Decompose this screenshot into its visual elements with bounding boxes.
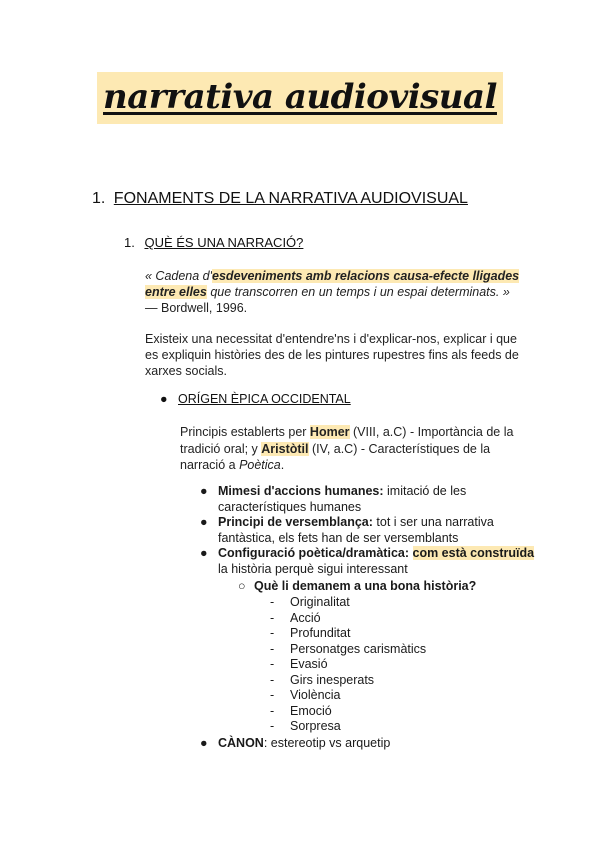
principle-title: Configuració poètica/dramàtica: <box>218 546 410 560</box>
origin-text-3: (IV, a.C) - Característiques de la narració a <box>180 441 491 472</box>
subsection-title: QUÈ ÉS UNA NARRACIÓ? <box>144 235 304 250</box>
bullet-icon: ● <box>200 546 208 560</box>
quote-highlight-2: entre elles <box>145 285 207 299</box>
list-item: - Sorpresa <box>270 719 341 733</box>
section-title: FONAMENTS DE LA NARRATIVA AUDIOVISUAL <box>113 190 468 207</box>
origin-text-2: (VIII, a.C) - Importància de la tradició oral; y <box>180 425 514 456</box>
principle-title: Mimesi d'accions humanes: <box>218 484 384 498</box>
list-item: - Originalitat <box>270 595 350 609</box>
list-item: - Profunditat <box>270 626 351 640</box>
quality-text: Personatges carismàtics <box>290 641 427 656</box>
list-item <box>200 515 540 546</box>
qualities-list <box>270 595 426 735</box>
quote-paragraph <box>145 268 525 316</box>
quote-source: Bordwell, 1996. <box>160 301 248 315</box>
quality-text: Profunditat <box>290 626 351 640</box>
list-item: - Evasió <box>270 657 328 671</box>
section-number: 1. <box>92 190 106 207</box>
origin-paragraph <box>180 424 520 474</box>
quality-text: Originalitat <box>290 595 350 609</box>
intro-paragraph: Existeix una necessitat d'entendre'ns i d'explicar-nos, explicar i que es expliquin històries des de les pintures rupestres fins als feeds de xarxes socials. <box>145 332 519 378</box>
page-title: narrativa audiovisual <box>97 72 503 124</box>
quote-open: « Cadena d' <box>145 269 213 283</box>
quality-text: Girs inesperats <box>290 672 375 687</box>
principle-text: tot i ser una narrativa fantàstica, els fets han de ser versemblants <box>218 515 494 545</box>
list-item: - Emoció <box>270 703 332 718</box>
canon-text: : estereotip vs arquetip <box>263 736 391 750</box>
list-item: - Violència <box>270 688 341 702</box>
origin-text-4: . <box>280 458 285 472</box>
quality-text: Acció <box>290 610 321 625</box>
question-item <box>238 579 476 593</box>
question-text: Què li demanem a una bona història? <box>254 579 477 593</box>
principle-highlight: com està construïda <box>412 546 535 560</box>
aristotil-highlight: Aristòtil <box>261 441 309 456</box>
list-item: - Acció <box>270 610 321 625</box>
bullet-icon: ● <box>200 515 208 529</box>
title-wrap <box>0 72 600 124</box>
subsection-number: 1. <box>124 235 135 250</box>
bullet-icon: ● <box>200 736 208 750</box>
principle-text: imitació de les característiques humanes <box>218 484 467 514</box>
quality-text: Sorpresa <box>290 719 341 733</box>
quality-text: Evasió <box>290 657 328 671</box>
homer-highlight: Homer <box>309 425 350 439</box>
canon-title: CÀNON <box>218 736 264 750</box>
circle-bullet-icon: ○ <box>238 579 246 593</box>
bullet-icon: ● <box>200 484 208 498</box>
list-item: - Girs inesperats <box>270 672 375 687</box>
quality-text: Violència <box>290 688 341 702</box>
bullet-icon: ● <box>160 392 168 406</box>
principle-text: la història perquè sigui interessant <box>218 561 408 576</box>
quote-highlight-1: esdeveniments amb relacions causa-efecte lligades <box>212 269 520 283</box>
canon-item <box>200 736 390 750</box>
quality-text: Emoció <box>290 703 332 718</box>
poetica-text: Poètica <box>239 458 281 472</box>
quote-rest: que transcorren en un temps i un espai determinats. » — <box>145 285 510 315</box>
principle-title: Principi de versemblança: <box>218 515 373 529</box>
list-item <box>200 546 540 577</box>
origin-text-1: Principis establerts per <box>180 425 310 439</box>
section-heading <box>92 190 468 208</box>
origin-title: ORÍGEN ÈPICA OCCIDENTAL <box>178 392 351 406</box>
subsection-heading <box>124 235 303 250</box>
origin-heading <box>160 392 351 406</box>
principles-list <box>200 484 540 577</box>
list-item: - Personatges carismàtics <box>270 641 427 656</box>
list-item <box>200 484 540 515</box>
